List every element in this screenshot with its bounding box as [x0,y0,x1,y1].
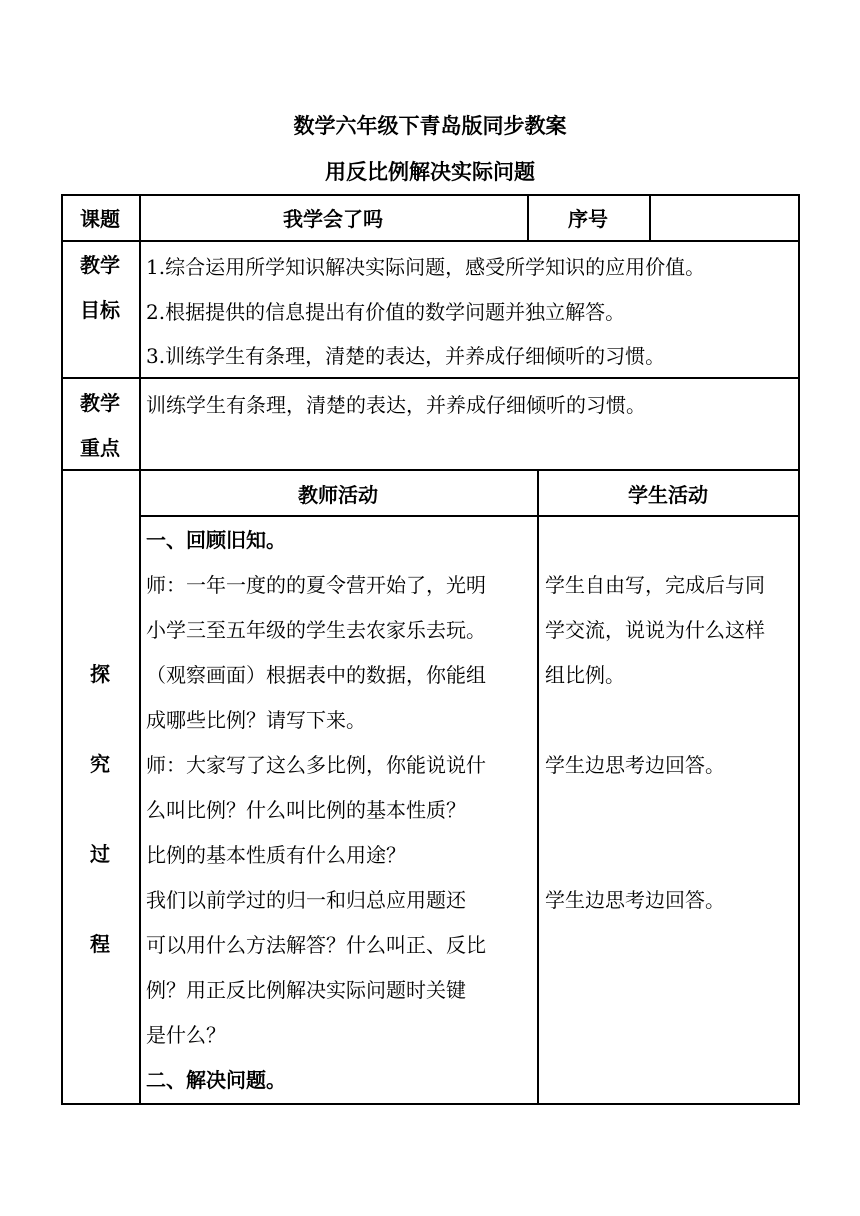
table-border-bottom [61,1103,800,1105]
table-label-column-divider [139,194,141,1104]
header-divider-seq [649,194,651,241]
table-border-right [798,194,800,1104]
table-divider-4 [139,515,800,517]
process-label-char: 究 [90,752,110,776]
keypoints-label-line1: 教学 [80,391,120,415]
student-line: 组比例。 [545,663,625,687]
teacher-section-heading: 一、回顾旧知。 [146,528,286,552]
table-divider-2 [61,377,800,379]
activity-column-divider [537,469,539,1104]
student-activity-header: 学生活动 [628,483,708,507]
student-line: 学交流，说说为什么这样 [545,618,765,642]
teacher-line: 小学三至五年级的学生去农家乐去玩。 [146,618,486,642]
table-border-top [61,194,800,196]
document-title: 数学六年级下青岛版同步教案 [293,114,567,138]
topic-label: 课题 [80,207,120,231]
objective-item: 1.综合运用所学知识解决实际问题，感受所学知识的应用价值。 [146,255,706,279]
teacher-line: 我们以前学过的归一和归总应用题还 [146,888,466,912]
teacher-line: 可以用什么方法解答？什么叫正、反比 [146,933,486,957]
teacher-activity-header: 教师活动 [298,483,378,507]
teacher-line: 例？用正反比例解决实际问题时关键 [146,978,466,1002]
teacher-line: 是什么？ [146,1023,226,1047]
document-subtitle: 用反比例解决实际问题 [325,160,535,184]
keypoints-label-line2: 重点 [80,436,120,460]
teacher-line: （观察画面）根据表中的数据，你能组 [146,663,486,687]
seq-label: 序号 [568,207,608,231]
teacher-line: 成哪些比例？请写下来。 [146,708,366,732]
table-divider-1 [61,240,800,242]
topic-value: 我学会了吗 [283,207,383,231]
teacher-line: 么叫比例？什么叫比例的基本性质？ [146,798,466,822]
teacher-line: 师：一年一度的的夏令营开始了，光明 [146,573,486,597]
keypoints-text: 训练学生有条理，清楚的表达，并养成仔细倾听的习惯。 [146,393,646,417]
teacher-line: 师：大家写了这么多比例，你能说说什 [146,753,486,777]
teacher-section-heading: 二、解决问题。 [146,1068,286,1092]
process-label-char: 过 [90,842,110,866]
student-line: 学生边思考边回答。 [545,753,725,777]
objectives-label-line1: 教学 [80,253,120,277]
table-divider-3 [61,469,800,471]
table-border-left [61,194,63,1104]
process-label-char: 探 [90,662,110,686]
objective-item: 2.根据提供的信息提出有价值的数学问题并独立解答。 [146,300,626,324]
objectives-label-line2: 目标 [80,298,120,322]
process-label-char: 程 [90,932,110,956]
student-line: 学生自由写，完成后与同 [545,573,765,597]
student-line: 学生边思考边回答。 [545,888,725,912]
objective-item: 3.训练学生有条理，清楚的表达，并养成仔细倾听的习惯。 [146,344,666,368]
teacher-line: 比例的基本性质有什么用途？ [146,843,406,867]
